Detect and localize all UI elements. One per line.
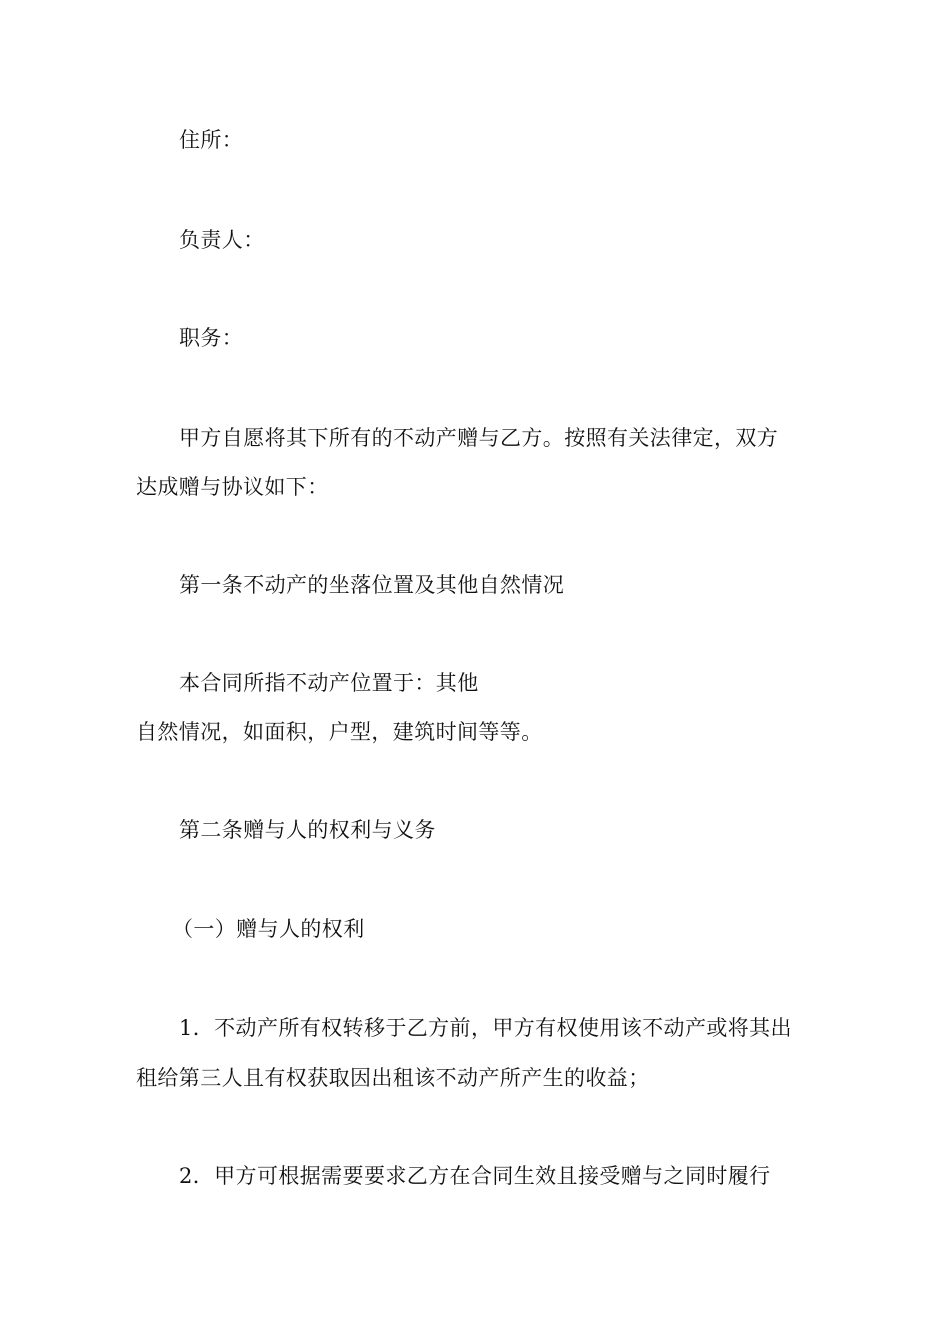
article-1-text-line-2: 自然情况，如面积，户型，建筑时间等等。 [136,720,543,744]
responsible-person-label: 负责人： [179,228,265,252]
article-2-heading: 第二条赠与人的权利与义务 [179,818,436,842]
article-1-text-line-1: 本合同所指不动产位置于：其他 [179,671,479,695]
clause-2-line-1: 2．甲方可根据需要要求乙方在合同生效且接受赠与之同时履行 [179,1164,771,1188]
article-1-heading: 第一条不动产的坐落位置及其他自然情况 [179,573,565,597]
address-label: 住所： [179,128,244,152]
clause-1-line-1: 1．不动产所有权转移于乙方前，甲方有权使用该不动产或将其出 [179,1016,792,1040]
section-1-heading: （一）赠与人的权利 [172,917,365,941]
intro-paragraph-line-1: 甲方自愿将其下所有的不动产赠与乙方。按照有关法律定，双方 [179,426,779,450]
clause-1-line-2: 租给第三人且有权获取因出租该不动产所产生的收益； [136,1066,650,1090]
position-label: 职务： [179,326,244,350]
intro-paragraph-line-2: 达成赠与协议如下： [136,475,329,499]
